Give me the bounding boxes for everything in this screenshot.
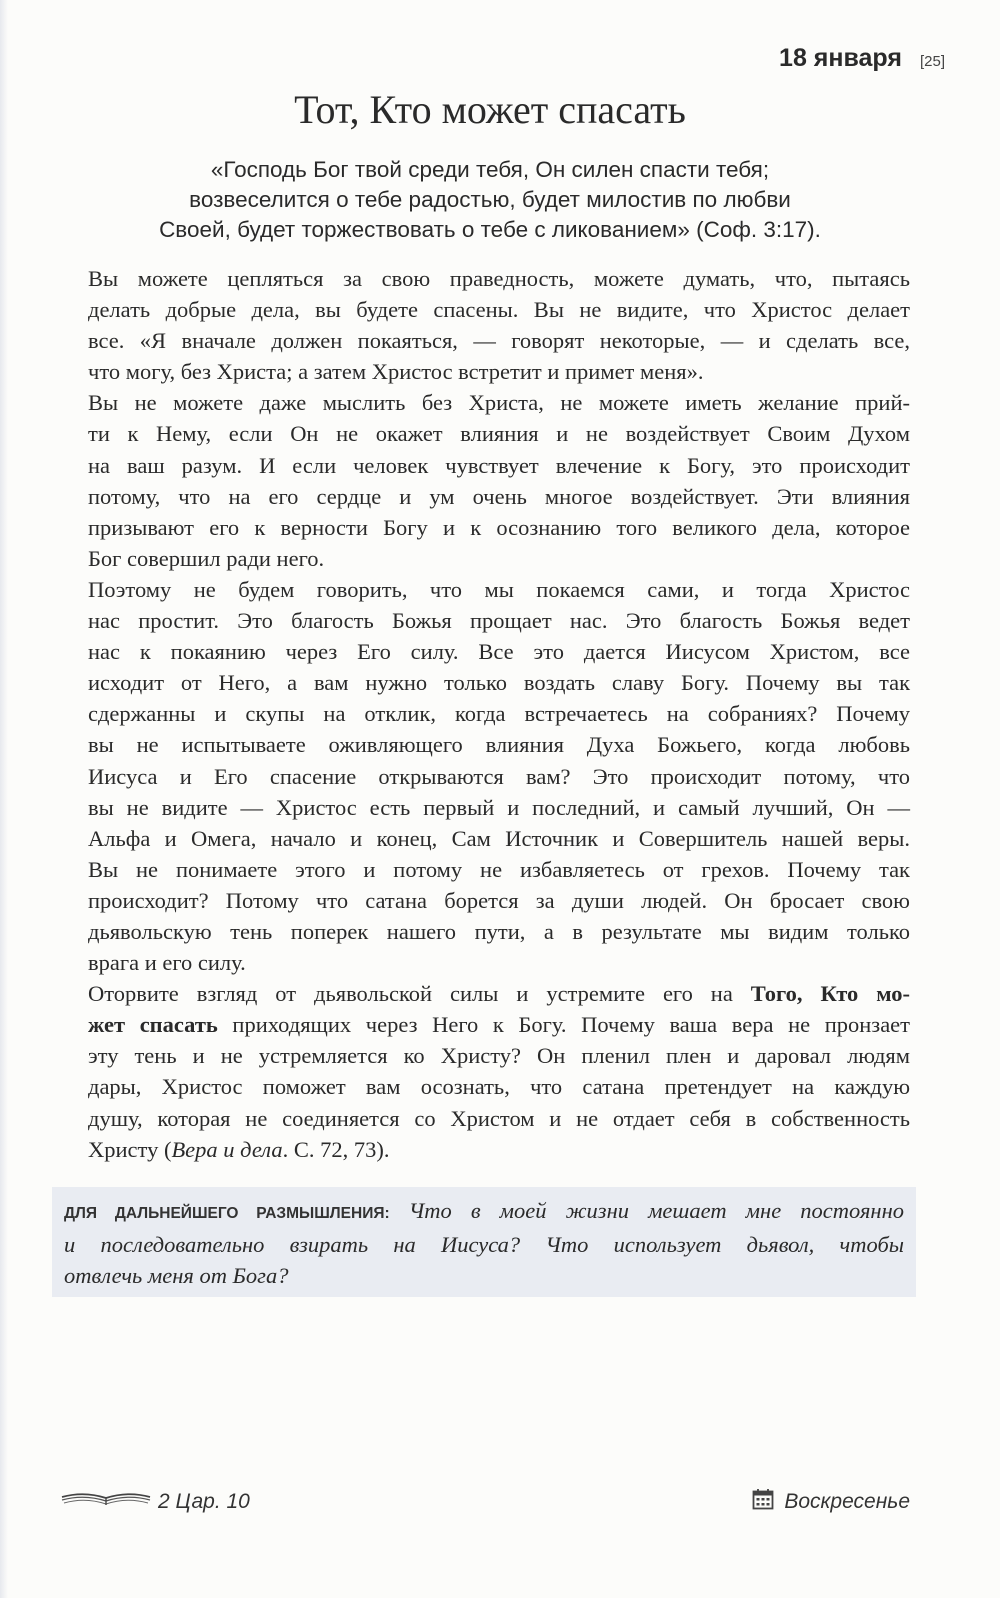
- calendar-icon: [752, 1488, 784, 1516]
- text-line: врага и его силу.: [88, 950, 246, 976]
- text-line: на ваш разум. И если человек чувствует влечение к Богу, это происходит: [88, 452, 910, 478]
- text-line: потому, что на его сердце и ум очень многое воздействует. Эти влияния: [88, 483, 910, 509]
- text-line: [60, 978, 910, 1009]
- bible-reading-text: 2 Цар. 10: [158, 1490, 250, 1513]
- text-line: призывают его к верности Богу и к осознанию того великого дела, которое: [88, 514, 910, 540]
- verse-line: возвеселится о тебе радостью, будет милостив по любви: [189, 187, 791, 212]
- text-line: эту тень и не устремляется ко Христу? Он пленил плен и даровал людям: [88, 1043, 910, 1069]
- reflection-box: [52, 1187, 916, 1297]
- reflection-line: [64, 1195, 904, 1229]
- emphasis-text: Того, Кто мо-: [750, 981, 910, 1007]
- text-line: делать добрые дела, вы будете спасены. Вы не видите, что Христос делает: [88, 297, 910, 323]
- reflection-line: отвлечь меня от Бога?: [64, 1263, 289, 1288]
- text-line: дары, Христос поможет вам осознать, что сатана претендует на каждую: [88, 1074, 910, 1100]
- text-line: Альфа и Омега, начало и конец, Сам Источник и Совершитель нашей веры.: [88, 825, 910, 851]
- text-line: все. «Я вначале должен покаяться, — говорят некоторые, — и сделать все,: [88, 328, 910, 354]
- paragraph-1: [60, 263, 910, 387]
- text-line: сдержанны и скупы на отклик, когда встречаетесь на собраниях? Почему: [88, 701, 910, 727]
- text-line: ти к Нему, если Он не окажет влияния и не воздействует Своим Духом: [88, 421, 910, 447]
- paragraph-2: [60, 387, 910, 574]
- text-run: . С. 72, 73).: [282, 1136, 390, 1162]
- page-edge: [0, 0, 8, 1598]
- page-title: Тот, Кто может спасать: [294, 87, 686, 132]
- text-line: происходит? Потому что сатана борется за души людей. Он бросает свою: [88, 887, 910, 913]
- text-line: Бог совершил ради него.: [88, 545, 325, 571]
- paragraph-4: [60, 978, 910, 1165]
- source-title: Вера и дела: [171, 1136, 283, 1162]
- text-line: Поэтому не будем говорить, что мы покаемся сами, и тогда Христос: [88, 576, 910, 602]
- day-of-week: [752, 1488, 910, 1516]
- text-line: нас простит. Это благость Божья прощает нас. Это благость Божья ведет: [88, 608, 910, 634]
- text-line: душу, которая не соединяется со Христом и не отдает себя в собственность: [88, 1105, 910, 1131]
- reflection-text: Что в моей жизни мешает мне постоянно: [389, 1198, 904, 1223]
- text-run: Христу (: [88, 1136, 172, 1162]
- reflection-label: ДЛЯ ДАЛЬНЕЙШЕГО РАЗМЫШЛЕНИЯ:: [64, 1205, 390, 1222]
- text-line: [60, 1134, 910, 1165]
- text-line: Иисуса и Его спасение открываются вам? Это происходит потому, что: [88, 763, 910, 789]
- text-line: что могу, без Христа; а затем Христос встретит и примет меня».: [88, 359, 704, 385]
- text-line: [60, 1009, 910, 1040]
- text-line: нас к покаянию через Его силу. Все это дается Иисусом Христом, все: [88, 639, 910, 665]
- bible-reading: [60, 1488, 250, 1516]
- header-date: 18 января: [779, 44, 902, 72]
- emphasis-text: жет спасать: [88, 1012, 218, 1038]
- text-line: исходит от Него, а вам нужно только воздать славу Богу. Почему вы так: [88, 670, 910, 696]
- text-run: приходящих через Него к Богу. Почему ваша вера не пронзает: [217, 1012, 911, 1038]
- reading-body: [60, 263, 910, 1165]
- text-run: Оторвите взгляд от дьявольской силы и устремите его на: [88, 981, 751, 1007]
- text-line: Вы можете цепляться за свою праведность, можете думать, что, пытаясь: [88, 266, 910, 291]
- scripture-verse: [90, 155, 890, 245]
- page-number: [25]: [919, 53, 945, 70]
- paragraph-3: [60, 574, 910, 978]
- open-book-icon: [60, 1488, 158, 1516]
- day-text: Воскресенье: [784, 1490, 910, 1513]
- page-header: [779, 44, 945, 73]
- text-line: Вы не можете даже мыслить без Христа, не можете иметь желание прий-: [88, 390, 910, 416]
- text-line: Вы не понимаете этого и потому не избавляетесь от грехов. Почему так: [88, 856, 910, 882]
- verse-line: «Господь Бог твой среди тебя, Он силен спасти тебя;: [210, 157, 770, 182]
- text-line: вы не видите — Христос есть первый и последний, и самый лучший, Он —: [88, 794, 910, 820]
- verse-line: Своей, будет торжествовать о тебе с ликованием» (Соф. 3:17).: [159, 217, 821, 242]
- reflection-line: и последовательно взирать на Иисуса? Что использует дьявол, чтобы: [64, 1232, 904, 1257]
- text-line: дьявольскую тень поперек нашего пути, а в результате мы видим только: [88, 918, 910, 944]
- text-line: вы не испытываете оживляющего влияния Духа Божьего, когда любовь: [88, 732, 910, 758]
